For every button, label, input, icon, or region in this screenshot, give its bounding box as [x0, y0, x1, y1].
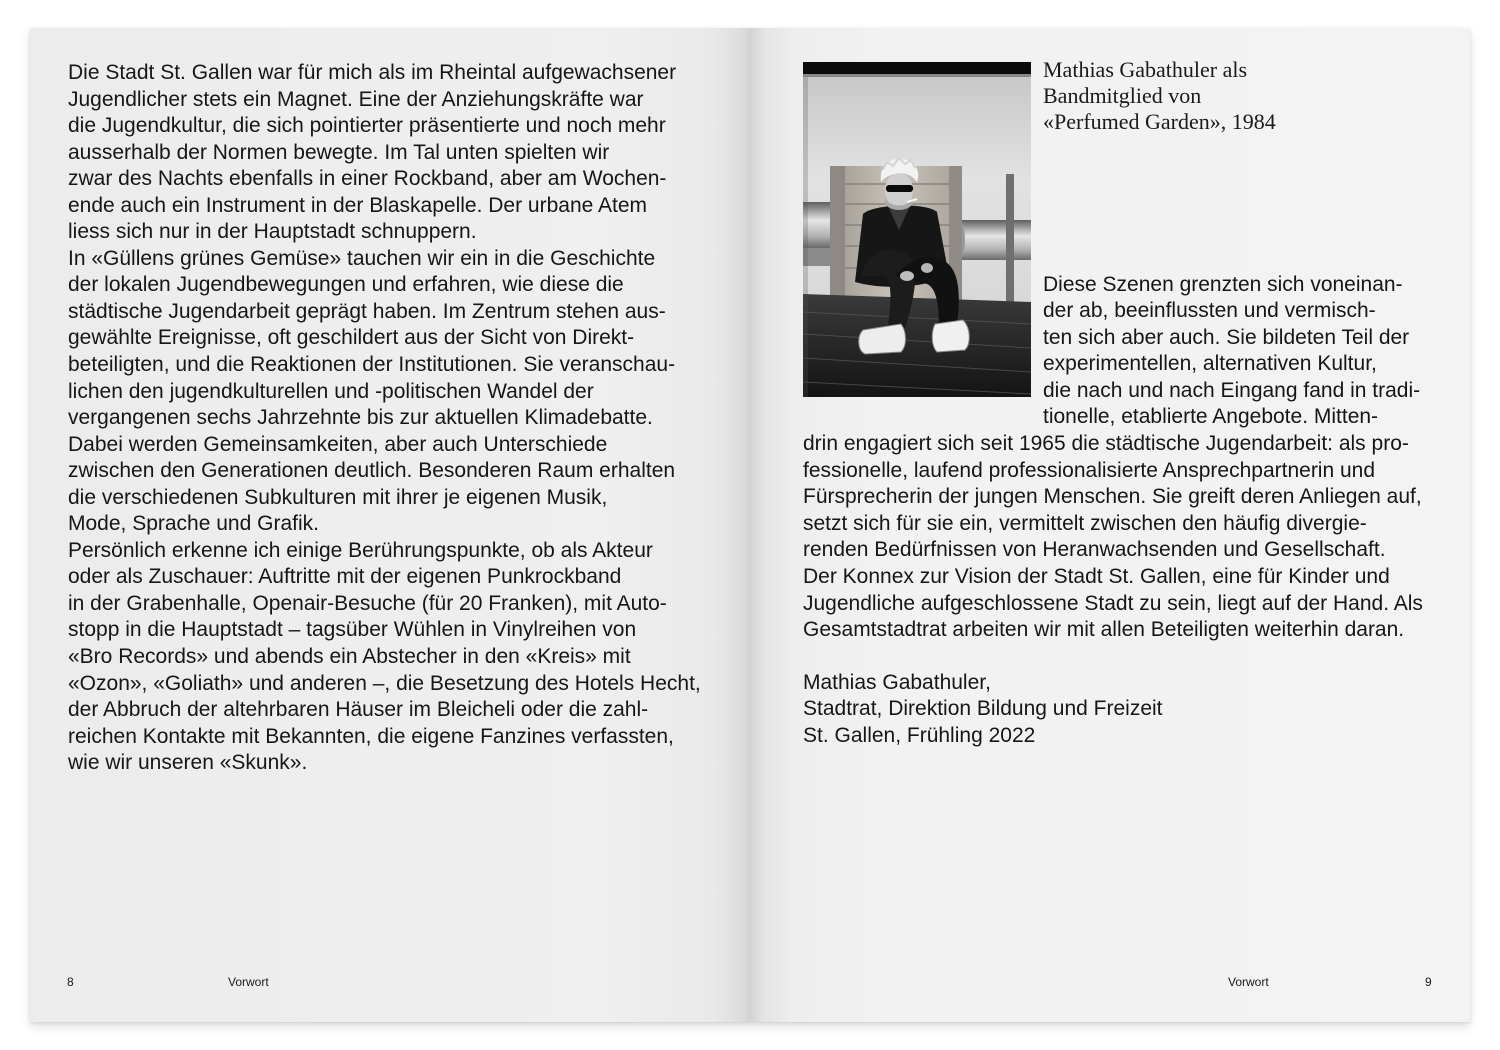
signature-line: St. Gallen, Frühling 2022 — [803, 723, 1036, 747]
body-line: Diese Szenen grenzten sich voneinan- — [1043, 272, 1403, 296]
body-line: Dabei werden Gemeinsamkeiten, aber auch Unterschiede — [68, 432, 608, 456]
body-line: die Jugendkultur, die sich pointierter präsentierte und noch mehr — [68, 114, 666, 138]
body-line: vergangenen sechs Jahrzehnte bis zur aktuellen Klimadebatte. — [68, 406, 653, 430]
body-line: die verschiedenen Subkulturen mit ihrer je eigenen Musik, — [68, 485, 608, 509]
body-line: Gesamtstadtrat arbeiten wir mit allen Beteiligten weiterhin daran. — [803, 618, 1405, 642]
body-line: Fürsprecherin der jungen Menschen. Sie greift deren Anliegen auf, — [803, 485, 1422, 509]
body-line: In «Güllens grünes Gemüse» tauchen wir ein in die Geschichte — [68, 246, 656, 270]
body-line: renden Bedürfnissen von Heranwachsenden und Gesellschaft. — [803, 538, 1386, 562]
body-line: ende auch ein Instrument in der Blaskapelle. Der urbane Atem — [68, 193, 648, 217]
body-line: experimentellen, alternativen Kultur, — [1043, 352, 1377, 376]
band-member-photo — [803, 62, 1031, 397]
body-line: liess sich nur in der Hauptstadt schnuppern. — [68, 220, 477, 244]
right-page-body-beside-photo — [1043, 272, 1420, 431]
body-line: die nach und nach Eingang fand in tradi- — [1043, 378, 1421, 402]
body-line: Jugendlicher stets ein Magnet. Eine der Anziehungskräfte war — [68, 87, 644, 111]
body-line: zwischen den Generationen deutlich. Besonderen Raum erhalten — [68, 459, 676, 483]
running-head-right: Vorwort — [1228, 975, 1269, 989]
caption-line: Bandmitglied von — [1043, 83, 1202, 108]
body-line: der ab, beeinflussten und vermisch- — [1043, 299, 1376, 323]
photo-caption — [1043, 57, 1276, 135]
body-line: stopp in die Hauptstadt – tagsüber Wühlen in Vinylreihen von — [68, 618, 637, 642]
page-number-right: 9 — [1425, 975, 1432, 989]
running-head-left: Vorwort — [228, 975, 269, 989]
body-line: ausserhalb der Normen bewegte. Im Tal unten spielten wir — [68, 140, 610, 164]
body-line: reichen Kontakte mit Bekannten, die eigene Fanzines verfassten, — [68, 724, 674, 748]
caption-line: Mathias Gabathuler als — [1043, 57, 1248, 82]
right-page-body — [803, 431, 1423, 643]
body-line: der Abbruch der altehrbaren Häuser im Bleicheli oder die zahl- — [68, 698, 649, 722]
signature-line: Mathias Gabathuler, — [803, 670, 991, 694]
body-line: Die Stadt St. Gallen war für mich als im Rheintal aufgewachsener — [68, 61, 677, 84]
signature — [803, 670, 1163, 750]
body-line: Der Konnex zur Vision der Stadt St. Gallen, eine für Kinder und — [803, 565, 1390, 589]
body-line: ten sich aber auch. Sie bildeten Teil der — [1043, 325, 1410, 349]
signature-line: Stadtrat, Direktion Bildung und Freizeit — [803, 697, 1163, 721]
body-line: Persönlich erkenne ich einige Berührungspunkte, ob als Akteur — [68, 538, 653, 562]
body-line: der lokalen Jugendbewegungen und erfahren, wie diese die — [68, 273, 624, 297]
body-line: gewählte Ereignisse, oft geschildert aus der Sicht von Direkt- — [68, 326, 635, 350]
body-line: zwar des Nachts ebenfalls in einer Rockband, aber am Wochen- — [68, 167, 667, 191]
body-line: Jugendliche aufgeschlossene Stadt zu sein, liegt auf der Hand. Als — [803, 591, 1423, 615]
body-line: oder als Zuschauer: Auftritte mit der eigenen Punkrockband — [68, 565, 622, 589]
body-line: wie wir unseren «Skunk». — [68, 751, 308, 775]
body-line: beteiligten, und die Reaktionen der Institutionen. Sie veranschau- — [68, 353, 676, 377]
body-line: «Bro Records» und abends ein Abstecher in den «Kreis» mit — [68, 645, 631, 669]
body-line: lichen den jugendkulturellen und -politischen Wandel der — [68, 379, 594, 403]
body-line: städtische Jugendarbeit geprägt haben. Im Zentrum stehen aus- — [68, 299, 666, 323]
caption-line: «Perfumed Garden», 1984 — [1043, 109, 1276, 134]
page-number-left: 8 — [67, 975, 74, 989]
body-line: fessionelle, laufend professionalisierte Ansprechpartnerin und — [803, 458, 1376, 482]
left-page-body — [68, 60, 701, 777]
body-line: in der Grabenhalle, Openair-Besuche (für 20 Franken), mit Auto- — [68, 591, 667, 615]
body-line: tionelle, etablierte Angebote. Mitten- — [1043, 405, 1379, 429]
body-line: setzt sich für sie ein, vermittelt zwischen den häufig divergie- — [803, 511, 1367, 535]
body-line: drin engagiert sich seit 1965 die städtische Jugendarbeit: als pro- — [803, 432, 1409, 456]
body-line: Mode, Sprache und Grafik. — [68, 512, 319, 536]
body-line: «Ozon», «Goliath» und anderen –, die Besetzung des Hotels Hecht, — [68, 671, 701, 695]
